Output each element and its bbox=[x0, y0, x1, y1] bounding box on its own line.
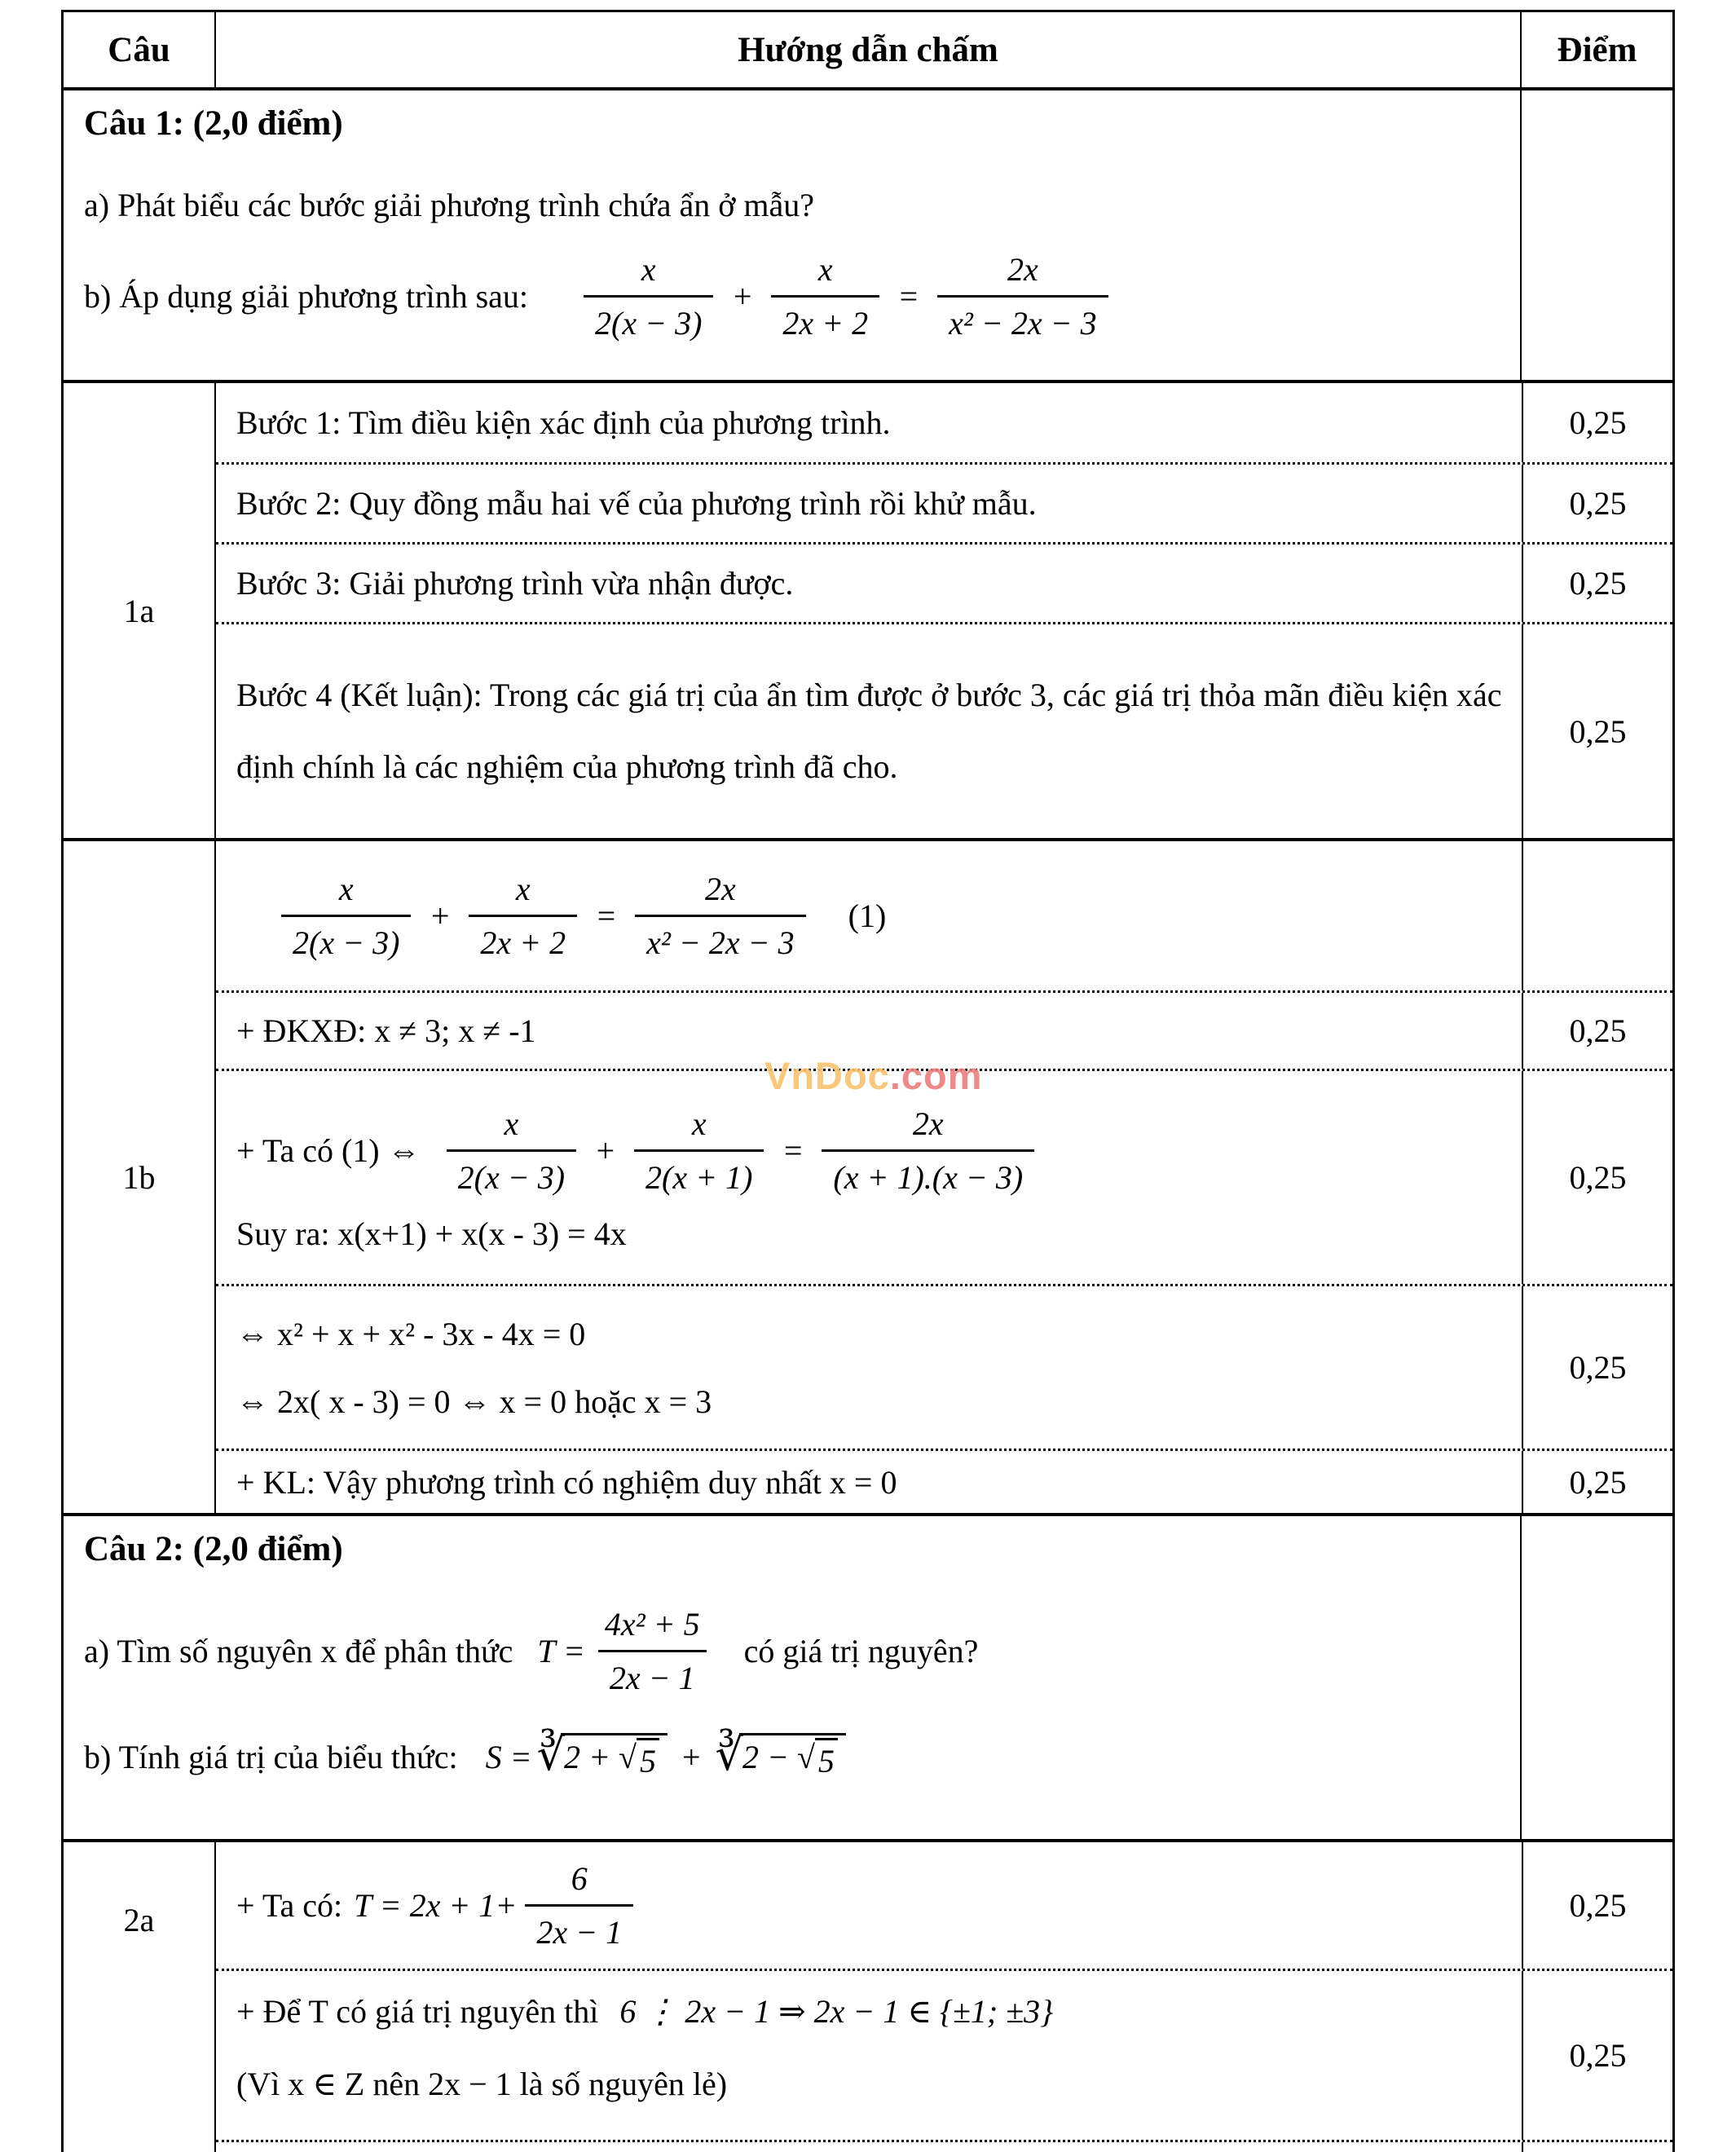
score-cell: 0,25 bbox=[1569, 712, 1627, 750]
fraction: $\frac{x}{2x + 2}$ bbox=[469, 868, 577, 964]
row-label-2a: 2a bbox=[64, 1842, 216, 2152]
cube-root-icon: ∛ bbox=[536, 1731, 566, 1779]
fraction: $\frac{2x}{(x + 1).(x - 3)}$ bbox=[822, 1103, 1034, 1198]
step-row bbox=[216, 542, 1672, 622]
table-header-row bbox=[64, 12, 1672, 87]
step-row bbox=[216, 1069, 1672, 1284]
score-cell-empty bbox=[1522, 90, 1672, 380]
vndoc-watermark bbox=[764, 1053, 983, 1098]
bien-doi-line2: ⇔ 2x( x - 3) = 0 ⇔ x = 0 hoặc x = 3 bbox=[236, 1382, 712, 1420]
score-cell: 0,25 bbox=[1569, 565, 1627, 602]
question1-part-b bbox=[84, 249, 1520, 344]
step-row bbox=[216, 841, 1672, 990]
question1-part-a: a) Phát biểu các bước giải phương trình chứa ẩn ở mẫu? bbox=[84, 187, 814, 223]
watermark-text-orange: VnDoc bbox=[764, 1054, 890, 1097]
fraction: $\frac{2x}{\text{x² − 2x − 3}}$ bbox=[937, 249, 1108, 344]
question1-title: Câu 1: (2,0 điểm) bbox=[84, 104, 343, 143]
step-text: Bước 2: Quy đồng mẫu hai vế của phương trình rồi khử mẫu. bbox=[216, 465, 1523, 542]
taco-step bbox=[216, 1071, 1523, 1284]
equation-main-tagged: $\frac{x}{2(x - 3)}$ + $\frac{x}{2x + 2}$ = $\frac{2x}{\text{x² − 2x − 3}}$ (1) bbox=[273, 868, 1522, 964]
question2-part-b-text: b) Tính giá trị của biểu thức: bbox=[84, 1738, 458, 1775]
ket-luan-text: + KL: Vậy phương trình có nghiệm duy nhất x = 0 bbox=[216, 1451, 1523, 1513]
row-label-1a: 1a bbox=[64, 383, 216, 838]
question2-title: Câu 2: (2,0 điểm) bbox=[84, 1530, 343, 1568]
step-row bbox=[216, 622, 1672, 838]
fraction: $\frac{x}{2(x - 3)}$ bbox=[584, 249, 713, 344]
score-cell: 0,25 bbox=[1569, 485, 1627, 522]
step-row bbox=[216, 1842, 1672, 1969]
score-cell: 0,25 bbox=[1569, 1012, 1627, 1049]
bien-doi-line1: ⇔ x² + x + x² - 3x - 4x = 0 bbox=[236, 1315, 586, 1352]
cube-root-icon: ∛ bbox=[715, 1731, 743, 1779]
t-equation-lhs: T = bbox=[537, 1633, 585, 1669]
step-row bbox=[216, 1284, 1672, 1449]
header-cell-cau: Câu bbox=[64, 12, 216, 87]
equation-taco: $\frac{x}{2(x - 3)}$ + $\frac{x}{2(x + 1)}$ = $\frac{2x}{(x + 1).(x - 3)}$ bbox=[438, 1103, 1043, 1198]
fraction: $\frac{x}{2(x + 1)}$ bbox=[634, 1103, 764, 1198]
score-cell-empty bbox=[1523, 841, 1672, 990]
question1-part-b-text: b) Áp dụng giải phương trình sau: bbox=[84, 278, 528, 315]
step-row bbox=[216, 1969, 1672, 2140]
question1-body bbox=[64, 90, 1522, 380]
question2-part-a bbox=[84, 1603, 1520, 1699]
bien-doi-step bbox=[216, 1286, 1523, 1449]
answer-1a-section bbox=[64, 380, 1672, 838]
question2-section bbox=[64, 1513, 1672, 1839]
s-equation-lhs: S = bbox=[485, 1738, 532, 1775]
t-identity-lhs: T = 2x + 1+ bbox=[354, 1887, 518, 1924]
row-label-1b: 1b bbox=[64, 841, 216, 1513]
step-row bbox=[216, 1449, 1672, 1513]
fraction: $\frac{6}{2x - 1}$ bbox=[525, 1858, 633, 1953]
taco-prefix: + Ta có: bbox=[236, 1887, 343, 1924]
score-cell: 0,25 bbox=[1569, 2037, 1627, 2074]
question1-section bbox=[64, 87, 1672, 380]
dieu-kien-line1: + Để T có giá trị nguyên thì 6 ⋮ 2x − 1 ⇒ 2x − 1 ∈ {±1; ±3} bbox=[236, 1993, 1054, 2030]
step-row bbox=[216, 462, 1672, 542]
question2-part-b: b) Tính giá trị của biểu thức: S = ∛ 2 + √ 5 + ∛ 2 − √ 5 bbox=[84, 1733, 1520, 1780]
square-root: √ 5 bbox=[797, 1738, 838, 1780]
equation-main: $\frac{x}{2(x - 3)}$ + $\frac{x}{2x + 2}$ = $\frac{2x}{\text{x² − 2x − 3}}$ bbox=[575, 249, 1117, 344]
answer-2a-section bbox=[64, 1839, 1672, 2152]
watermark-text-pink: .com bbox=[889, 1054, 983, 1097]
cube-root: ∛ 2 + √ 5 bbox=[537, 1733, 668, 1780]
square-root: √ 5 bbox=[619, 1738, 659, 1780]
score-cell: 0,25 bbox=[1569, 404, 1627, 441]
taco-equation-line bbox=[236, 1103, 1522, 1198]
square-root-icon: √ bbox=[796, 1739, 815, 1775]
fraction: $\frac{x}{2(x - 3)}$ bbox=[447, 1103, 576, 1198]
score-cell: 0,25 bbox=[1569, 1159, 1627, 1196]
t-identity-line bbox=[236, 1858, 1522, 1953]
question2-body bbox=[64, 1516, 1522, 1839]
answer-1a-steps bbox=[216, 383, 1672, 838]
fraction: $\frac{x}{2(x - 3)}$ bbox=[281, 868, 411, 964]
cube-root: ∛ 2 − √ 5 bbox=[716, 1733, 846, 1780]
header-cell-diem: Điểm bbox=[1557, 30, 1637, 69]
fraction: $\frac{\text{4x² + 5}}{2x - 1}$ bbox=[593, 1603, 712, 1699]
taco-step bbox=[216, 1842, 1523, 1969]
answer-1b-section bbox=[64, 838, 1672, 1513]
suy-ra-line: Suy ra: x(x+1) + x(x - 3) = 4x bbox=[236, 1215, 627, 1252]
question2-part-a-text: a) Tìm số nguyên x để phân thức bbox=[84, 1633, 513, 1669]
square-root-icon: √ bbox=[619, 1739, 637, 1775]
score-cell: 0,25 bbox=[1569, 1349, 1627, 1386]
equation-tag: (1) bbox=[848, 897, 887, 934]
equation-1-row bbox=[216, 841, 1523, 990]
step-text: Bước 4 (Kết luận): Trong các giá trị của ẩn tìm được ở bước 3, các giá trị thỏa mãn điều kiện xác định chính là các nghiệm của phương trình đã cho. bbox=[216, 624, 1523, 838]
score-cell: 0,25 bbox=[1569, 1887, 1627, 1924]
score-cell: 0,25 bbox=[1569, 1463, 1627, 1501]
dieu-kien-step bbox=[216, 1971, 1523, 2140]
taco-prefix: + Ta có (1) ⇔ bbox=[236, 1131, 421, 1169]
step-text: Bước 1: Tìm điều kiện xác định của phương trình. bbox=[216, 383, 1523, 462]
fraction: $\frac{x}{2x + 2}$ bbox=[771, 249, 879, 344]
step-text: + ĐKXĐ: x ≠ 3; x ≠ -1 bbox=[216, 993, 1523, 1069]
score-cell-empty bbox=[1522, 1516, 1672, 1839]
step-row bbox=[216, 383, 1672, 462]
fraction: $\frac{2x}{\text{x² − 2x − 3}}$ bbox=[635, 868, 805, 964]
step-text: Bước 3: Giải phương trình vừa nhận được. bbox=[216, 545, 1523, 622]
dieu-kien-line2: (Vì x ∈ Z nên 2x − 1 là số nguyên lẻ) bbox=[236, 2066, 728, 2102]
step-row-cutoff bbox=[216, 2140, 1672, 2152]
answer-2a-steps bbox=[216, 1842, 1672, 2152]
question2-part-a-suffix: có giá trị nguyên? bbox=[743, 1633, 979, 1669]
answer-1b-steps bbox=[216, 841, 1672, 1513]
header-cell-huong-dan: Hướng dẫn chấm bbox=[216, 12, 1522, 87]
